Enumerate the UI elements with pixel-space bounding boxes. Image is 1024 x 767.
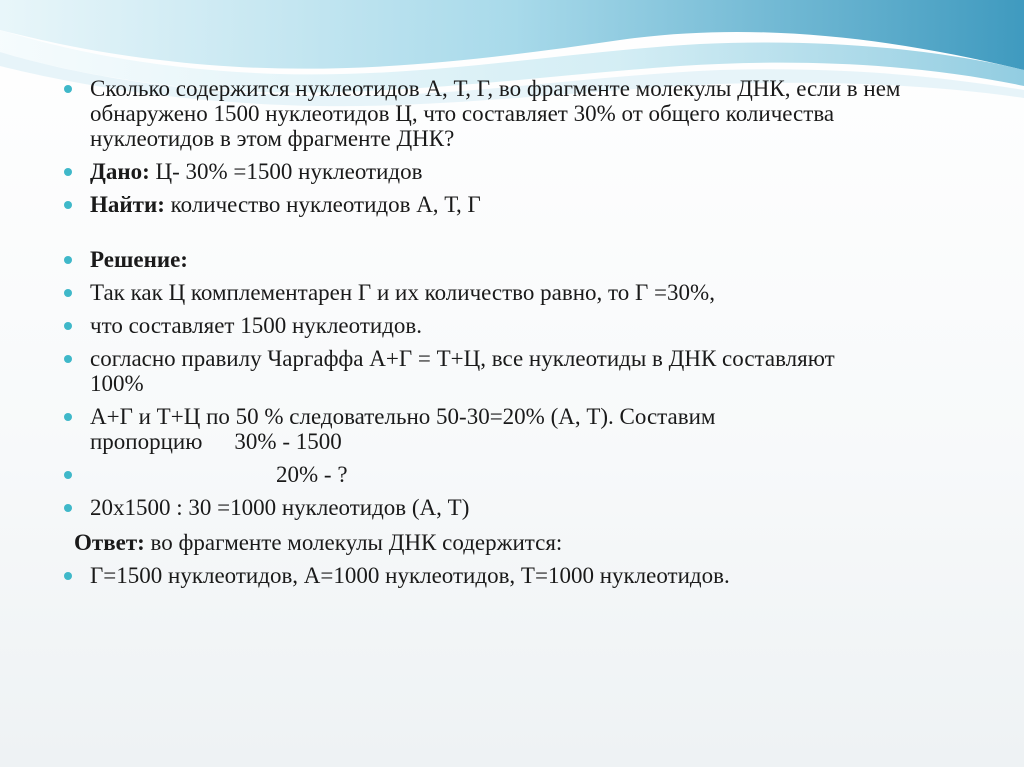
final-line: Г=1500 нуклеотидов, А=1000 нуклеотидов, Т=1000 нуклеотидов. — [90, 563, 730, 588]
answer-label: Ответ: — [74, 530, 145, 555]
solution-line: что составляет 1500 нуклеотидов. — [90, 313, 423, 338]
bullet-dot-icon — [64, 256, 72, 264]
bullet-dot-icon — [64, 413, 72, 421]
bullet-dot-icon — [64, 168, 72, 176]
given-label: Дано: — [90, 159, 150, 184]
answer-text: во фрагменте молекулы ДНК содержится: — [144, 530, 563, 555]
proportion-line-1: А+Г и Т+Ц по 50 % следовательно 50-30=20% (А, Т). Составим — [90, 404, 716, 429]
solution-line: согласно правилу Чаргаффа А+Г = Т+Ц, все нуклеотиды в ДНК составляют 100% — [90, 346, 835, 396]
bullet-find — [62, 192, 962, 217]
bullet-calc — [62, 495, 962, 520]
bullet-solution-2 — [62, 313, 962, 338]
bullet-solution-label — [62, 247, 962, 272]
bullet-dot-icon — [64, 85, 72, 93]
answer-line — [62, 530, 962, 555]
bullet-dot-icon — [64, 201, 72, 209]
bullet-dot-icon — [64, 289, 72, 297]
proportion-line-2-text: пропорцию — [90, 429, 203, 454]
slide-content — [62, 76, 962, 588]
given-text: Ц- 30% =1500 нуклеотидов — [149, 159, 423, 184]
bullet-proportion — [62, 404, 962, 454]
find-label: Найти: — [90, 192, 165, 217]
question-text: Сколько содержится нуклеотидов А, Т, Г, во фрагменте молекулы ДНК, если в нем обнаружено 1500 нуклеотидов Ц, что составляет 30% от общего количества нуклеотидов в этом фрагменте ДНК? — [90, 76, 901, 151]
bullet-dot-icon — [64, 572, 72, 580]
proportion-line-2-value: 30% - 1500 — [234, 429, 342, 454]
bullet-given — [62, 159, 962, 184]
solution-line: Так как Ц комплементарен Г и их количество равно, то Г =30%, — [90, 280, 715, 305]
find-text: количество нуклеотидов А, Т, Г — [164, 192, 481, 217]
bullet-final — [62, 563, 962, 588]
proportion-line-3: 20% - ? — [276, 462, 348, 487]
solution-label: Решение: — [90, 247, 188, 272]
bullet-solution-3 — [62, 346, 890, 396]
bullet-dot-icon — [64, 322, 72, 330]
bullet-solution-1 — [62, 280, 962, 305]
bullet-question — [62, 76, 962, 151]
bullet-list — [62, 76, 962, 520]
bullet-dot-icon — [64, 355, 72, 363]
bullet-dot-icon — [64, 504, 72, 512]
bullet-proportion-3 — [62, 462, 962, 487]
calc-line: 20х1500 : 30 =1000 нуклеотидов (А, Т) — [90, 495, 470, 520]
final-list — [62, 563, 962, 588]
bullet-dot-icon — [64, 471, 72, 479]
